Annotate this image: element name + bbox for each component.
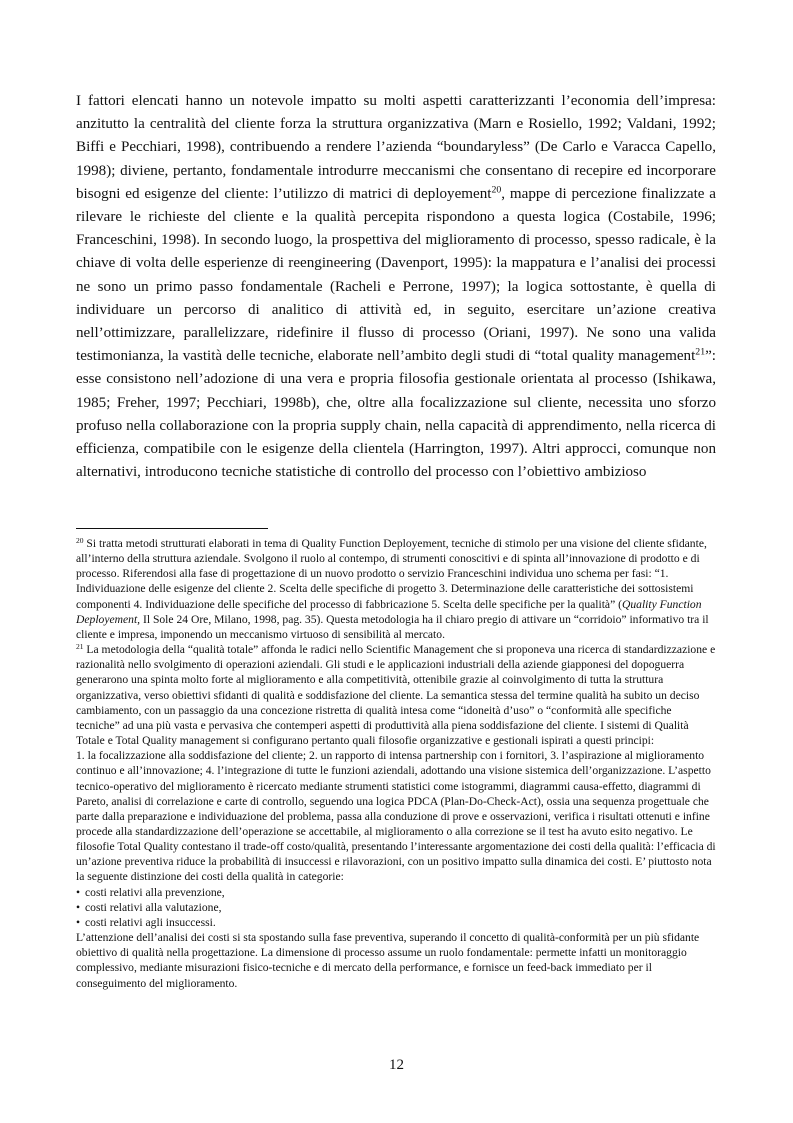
footnote-20-text-1: Si tratta metodi strutturati elaborati in tema di Quality Function Deployement, tecniche di stimolo per una visione del cliente sfidante, all’interno della struttura aziendale. Svolgono il ruolo al contempo, di strumenti conoscitivi e di spinta all’innovazione di prodotto e di processo. Riferendosi alla fase di progettazione di un nuovo prodotto o servizio Franceschini individua uno schema per fasi: “1. Individuazione delle esigenze del cliente 2. Scelta delle specifiche di progetto 3. Determinazione delle caratteristiche dei sottosistemi componenti 4. Individuazione delle specifiche del processo di fabbricazione 5. Scelta delle specifiche per la qualità” ( [76, 537, 707, 611]
list-item [76, 900, 716, 915]
list-item-text: costi relativi alla prevenzione, [85, 885, 225, 899]
list-item-text: costi relativi alla valutazione, [85, 900, 222, 914]
footnote-20-book-title: Quality Function Deployement, [76, 597, 702, 626]
footnote-separator [76, 528, 268, 529]
footnote-20-text-2: Il Sole 24 Ore, Milano, 1998, pag. 35). Questa metodologia ha il chiaro pregio di attivare un “corridoio” informativo tra il cliente e impresa, imponendo un meccanismo virtuoso di sensibilità al mercato. [76, 612, 709, 641]
footnote-ref-21[interactable]: 21 [695, 346, 706, 358]
list-item [76, 915, 716, 930]
footnote-21-text-2: 1. la focalizzazione alla soddisfazione del cliente; 2. un rapporto di intensa partnership con i fornitori, 3. l’aspirazione al miglioramento continuo e all’innovazione; 4. l’integrazione di tutte le funzioni aziendali, adottando una visione sistemica dell’organizzazione. L’aspetto tecnico-operativo del miglioramento è ricercato mediante strumenti statistici come istogrammi, diagrammi causa-effetto, diagrammi di Pareto, analisi di correlazione e carte di controllo, seguendo una logica PDCA (Plan-Do-Check-Act), ossia una sequenza progettuale che parte dalla preparazione e individuazione del problema, passa alla conduzione di prove e osservazioni, verifica i risultati ottenuti e infine procede alla standardizzazione dell’operazione se accettabile, al miglioramento o alla correzione se il test ha avuto esito negativo. Le filosofie Total Quality contestano il trade-off costo/qualità, presentando l’interessante argomentazione dei costi della qualità: l’efficacia di un’azione preventiva riduce la probabilità di insuccessi e rilavorazioni, con un positivo impatto sulla dinamica dei costi. E’ piuttosto nota la seguente distinzione dei costi della qualità in categorie: [76, 749, 716, 884]
bullet-icon: • [76, 885, 81, 899]
footnote-20 [76, 536, 716, 642]
footnote-ref-20[interactable]: 20 [491, 184, 502, 196]
footnote-21 [76, 642, 716, 991]
footnote-number-20: 20 [76, 535, 84, 545]
page-number: 12 [389, 1057, 404, 1073]
footnotes-section [76, 536, 716, 991]
bullet-icon: • [76, 900, 81, 914]
footnote-21-text-1: La metodologia della “qualità totale” affonda le radici nello Scientific Management che si proponeva una ricerca di standardizzazione e razionalità nello svolgimento di operazioni aziendali. Gli studi e le applicazioni industriali della aziende giapponesi del dopoguerra generarono una spinta molto forte al miglioramento e alla competitività, ottenibile grazie al coinvolgimento di tutta la struttura organizzativa, verso obiettivi sfidanti di qualità e soddisfazione del cliente. La semantica stessa del termine qualità ha subito un deciso cambiamento, con un passaggio da una concezione ristretta di qualità intesa come “idoneità d’uso” o “conformità alle specifiche tecniche” ad una più vasta e pervasiva che contemperi aspetti di produttività alla piena soddisfazione del cliente. I sistemi di Qualità Totale e Total Quality management si configurano pertanto quali filosofie organizzative e gestionali ispirati a questi principi: [76, 643, 716, 748]
body-text-part-1: I fattori elencati hanno un notevole impatto su molti aspetti caratterizzanti l’economia dell’impresa: anzitutto la centralità del cliente forza la struttura organizzativa (Marn e Rosiello, 1992; Valdani, 1992; Biffi e Pecchiari, 1998), contribuendo a rendere l’azienda “boundaryless” (De Carlo e Varacca Capello, 1998); diviene, pertanto, fondamentale introdurre meccanismi che consentano di recepire ed incorporare bisogni ed esigenze del cliente: l’utilizzo di matrici di deployement [76, 93, 716, 202]
footnote-21-text-3: L’attenzione dell’analisi dei costi si sta spostando sulla fase preventiva, superando il concetto di qualità-conformità per un più sfidante obiettivo di qualità nella progettazione. La dimensione di processo assume un ruolo fondamentale: permette infatti un monitoraggio complessivo, mediante misurazioni fisico-tecniche e di mercato della performance, e fornisce un feed-back immediato per il conseguimento del miglioramento. [76, 931, 700, 990]
footnote-21-intro [76, 642, 716, 748]
body-text-part-2: , mappe di percezione finalizzate a rilevare le richieste del cliente e la qualità percepita rispondono a questa logica (Costabile, 1996; Franceschini, 1998). In secondo luogo, la prospettiva del miglioramento di processo, spesso radicale, è la chiave di volta delle esperienze di reengineering (Davenport, 1995): la mappatura e l’analisi dei processi ne sono un primo passo fondamentale (Racheli e Perrone, 1997); la logica sottostante, è quella di individuare un percorso di analitico di attività ed, in seguito, esercitare un’azione creativa nell’ottimizzare, parallelizzare, ridefinire il flusso di processo (Oriani, 1997). Ne sono una valida testimonianza, la vastità delle tecniche, elaborate nell’ambito degli studi di “total quality management [76, 185, 717, 365]
list-item-text: costi relativi agli insuccessi. [85, 915, 216, 929]
list-item [76, 885, 716, 900]
footnote-number-21: 21 [76, 641, 84, 651]
body-paragraph [76, 90, 716, 484]
bullet-icon: • [76, 915, 81, 929]
body-text-part-3: ”: esse consistono nell’adozione di una vera e propria filosofia gestionale orientata al processo (Ishikawa, 1985; Freher, 1997; Pecchiari, 1998b), che, oltre alla focalizzazione sul cliente, necessita uno sforzo profuso nella collaborazione con la propria supply chain, nella capacità di apprendimento, nella ricerca di efficienza, compatibile con le esigenze della clientela (Harrington, 1997). Altri approcci, comunque non alternativi, introducono tecniche statistiche di controllo del processo con l’obiettivo ambizioso [76, 348, 716, 481]
